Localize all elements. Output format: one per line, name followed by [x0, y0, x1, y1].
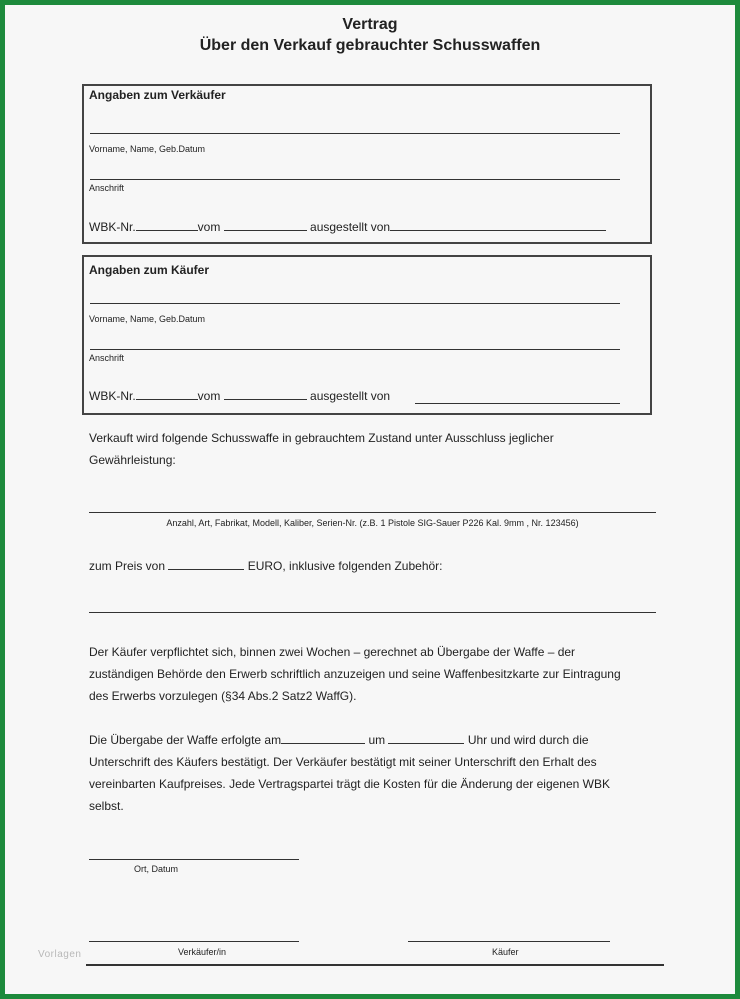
buyer-wbk-row — [89, 388, 390, 403]
weapon-intro-line-1: Verkauft wird folgende Schusswaffe in gebrauchtem Zustand unter Ausschluss jeglicher — [89, 431, 554, 445]
obligation-line-1: Der Käufer verpflichtet sich, binnen zwei Wochen – gerechnet ab Übergabe der Waffe – der — [89, 645, 576, 659]
handover-time-prefix: um — [368, 733, 386, 747]
handover-line-1 — [89, 729, 610, 751]
obligation-paragraph — [89, 641, 621, 707]
buyer-signature-label: Käufer — [492, 947, 519, 957]
seller-section — [82, 84, 652, 244]
seller-signature-label: Verkäufer/in — [178, 947, 227, 957]
weapon-description-field[interactable] — [89, 512, 656, 513]
seller-wbk-row — [89, 219, 606, 234]
buyer-vom-label: vom — [197, 389, 221, 403]
price-currency-text: EURO, inklusive folgenden Zubehör: — [247, 559, 443, 573]
weapon-intro-line-2: Gewährleistung: — [89, 453, 176, 467]
place-date-label: Ort, Datum — [134, 864, 179, 874]
buyer-signature-field[interactable] — [408, 941, 610, 942]
seller-wbk-label: WBK-Nr. — [89, 220, 136, 234]
buyer-heading: Angaben zum Käufer — [89, 263, 210, 277]
weapon-intro — [89, 427, 554, 471]
seller-issued-label: ausgestellt von — [310, 220, 391, 234]
price-prefix: zum Preis von — [89, 559, 166, 573]
handover-line-4: selbst. — [89, 799, 124, 813]
buyer-wbk-number-field[interactable] — [136, 388, 198, 400]
buyer-wbk-date-field[interactable] — [224, 388, 307, 400]
seller-address-field[interactable] — [90, 179, 620, 180]
obligation-line-2: zuständigen Behörde den Erwerb schriftlich anzuzeigen und seine Waffenbesitzkarte zur Eintragung — [89, 667, 621, 681]
handover-time-field[interactable] — [388, 732, 464, 744]
seller-heading: Angaben zum Verkäufer — [89, 88, 226, 102]
buyer-section — [82, 255, 652, 415]
weapon-caption: Anzahl, Art, Fabrikat, Modell, Kaliber, Serien-Nr. (z.B. 1 Pistole SIG-Sauer P226 Kal. 9mm , Nr. 123456) — [166, 518, 579, 528]
title-line-1: Vertrag — [342, 16, 398, 33]
seller-address-label: Anschrift — [89, 183, 125, 193]
buyer-address-label: Anschrift — [89, 353, 125, 363]
handover-date-field[interactable] — [281, 732, 365, 744]
place-date-field[interactable] — [89, 859, 299, 860]
buyer-wbk-issuer-field[interactable] — [415, 403, 620, 404]
watermark: Vorlagen — [38, 949, 82, 960]
seller-wbk-issuer-field[interactable] — [390, 219, 606, 231]
title-line-2: Über den Verkauf gebrauchter Schusswaffen — [199, 37, 541, 54]
seller-name-field[interactable] — [90, 133, 620, 134]
handover-date-prefix: Die Übergabe der Waffe erfolgte am — [89, 733, 282, 747]
handover-line-2: Unterschrift des Käufers bestätigt. Der Verkäufer bestätigt mit seiner Unterschrift den Erhalt des — [89, 755, 597, 769]
price-row — [89, 558, 443, 573]
seller-signature-field[interactable] — [89, 941, 299, 942]
seller-wbk-number-field[interactable] — [136, 219, 198, 231]
handover-time-suffix: Uhr und wird durch die — [467, 733, 589, 747]
handover-paragraph — [89, 729, 610, 817]
seller-name-label: Vorname, Name, Geb.Datum — [89, 144, 206, 154]
accessories-field[interactable] — [89, 612, 656, 613]
buyer-wbk-label: WBK-Nr. — [89, 389, 136, 403]
handover-line-3: vereinbarten Kaufpreises. Jede Vertragspartei trägt die Kosten für die Änderung der eigenen WBK — [89, 777, 610, 791]
seller-wbk-date-field[interactable] — [224, 219, 307, 231]
buyer-name-label: Vorname, Name, Geb.Datum — [89, 314, 206, 324]
buyer-issued-label: ausgestellt von — [310, 389, 391, 403]
obligation-line-3: des Erwerbs vorzulegen (§34 Abs.2 Satz2 WaffG). — [89, 689, 357, 703]
seller-vom-label: vom — [197, 220, 221, 234]
price-amount-field[interactable] — [168, 558, 244, 570]
bottom-rule — [86, 964, 664, 966]
buyer-name-field[interactable] — [90, 303, 620, 304]
buyer-address-field[interactable] — [90, 349, 620, 350]
